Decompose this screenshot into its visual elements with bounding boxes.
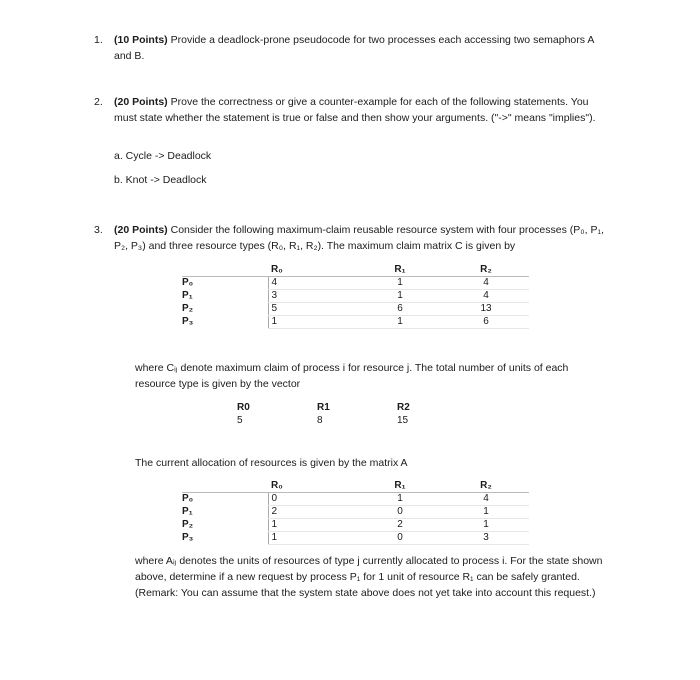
row-label: P₀ bbox=[182, 493, 194, 505]
cell: 1 bbox=[268, 316, 357, 329]
allocation-matrix-row bbox=[182, 532, 529, 545]
cell: 1 bbox=[357, 316, 443, 329]
allocation-matrix-row bbox=[182, 493, 529, 506]
row-label: P₁ bbox=[182, 506, 193, 517]
claim-matrix-row bbox=[182, 316, 529, 329]
question-2-item-b: b. Knot -> Deadlock bbox=[114, 174, 207, 186]
question-2-points: (20 Points) bbox=[114, 96, 168, 108]
cell: 0 bbox=[268, 493, 357, 506]
cell: 3 bbox=[443, 532, 529, 545]
claim-matrix-header: R₀ bbox=[268, 264, 357, 277]
claim-matrix-row bbox=[182, 303, 529, 316]
row-label: P₂ bbox=[182, 303, 194, 314]
question-1-number: 1. bbox=[94, 34, 103, 46]
question-3-text: Consider the following maximum-claim reusable resource system with four processes (P₀, P₁, P₂, P₃) and three resource types (R₀, R₁, R₂). The maximum claim matrix C is given by bbox=[114, 224, 604, 252]
cell: 13 bbox=[443, 303, 529, 316]
cell: 1 bbox=[357, 493, 443, 506]
cell: 4 bbox=[443, 277, 529, 290]
vector-value: 5 bbox=[237, 415, 243, 426]
question-2-item-a: a. Cycle -> Deadlock bbox=[114, 150, 212, 162]
cell: 3 bbox=[268, 290, 357, 303]
claim-matrix-header: R₁ bbox=[357, 264, 443, 277]
cell: 2 bbox=[268, 506, 357, 519]
cell: 1 bbox=[443, 519, 529, 532]
row-label: P₃ bbox=[182, 316, 194, 327]
question-2-text: Prove the correctness or give a counter-example for each of the following statements. You must state whether the statement is true or false and then show your arguments. ("->" means "implies"). bbox=[114, 96, 596, 124]
allocation-intro: The current allocation of resources is given by the matrix A bbox=[135, 457, 408, 469]
claim-matrix bbox=[182, 264, 529, 329]
cell: 6 bbox=[357, 303, 443, 316]
vector-value: 15 bbox=[397, 415, 409, 426]
vector-header: R2 bbox=[397, 402, 410, 413]
cell: 4 bbox=[443, 493, 529, 506]
row-label: P₃ bbox=[182, 532, 194, 543]
cell: 0 bbox=[357, 532, 443, 545]
allocation-matrix-row bbox=[182, 506, 529, 519]
question-3-number: 3. bbox=[94, 224, 103, 236]
allocation-matrix-header: R₀ bbox=[268, 480, 357, 493]
vector-value: 8 bbox=[317, 415, 323, 426]
cell: 4 bbox=[443, 290, 529, 303]
vector-header: R0 bbox=[237, 402, 250, 413]
vector-header: R1 bbox=[317, 402, 330, 413]
allocation-matrix bbox=[182, 480, 529, 545]
question-2 bbox=[94, 94, 609, 126]
allocation-matrix-header: R₁ bbox=[357, 480, 443, 493]
question-1 bbox=[94, 32, 609, 64]
cell: 1 bbox=[268, 519, 357, 532]
question-3 bbox=[94, 222, 609, 254]
claim-matrix-header: R₂ bbox=[443, 264, 529, 277]
cell: 0 bbox=[357, 506, 443, 519]
claim-matrix-row bbox=[182, 290, 529, 303]
question-3-points: (20 Points) bbox=[114, 224, 168, 236]
resource-vector bbox=[237, 401, 457, 427]
cell: 6 bbox=[443, 316, 529, 329]
allocation-matrix-row bbox=[182, 519, 529, 532]
cell: 5 bbox=[268, 303, 357, 316]
cell: 1 bbox=[357, 277, 443, 290]
where-a-text: where Aᵢⱼ denotes the units of resources of type j currently allocated to process i. For the state shown above, determine if a new request by process P₁ for 1 unit of resource R₁ can be safely granted. (Remark: You can assume that the system state above does not yet take into account this request.) bbox=[135, 555, 603, 599]
claim-matrix-row bbox=[182, 277, 529, 290]
row-label: P₂ bbox=[182, 519, 194, 530]
question-1-text: Provide a deadlock-prone pseudocode for two processes each accessing two semaphors A and B. bbox=[114, 34, 594, 62]
allocation-matrix-header: R₂ bbox=[443, 480, 529, 493]
cell: 1 bbox=[268, 532, 357, 545]
row-label: P₁ bbox=[182, 290, 193, 301]
where-c-text: where Cᵢⱼ denote maximum claim of process i for resource j. The total number of units of each resource type is given by the vector bbox=[135, 362, 569, 390]
cell: 4 bbox=[268, 277, 357, 290]
cell: 1 bbox=[443, 506, 529, 519]
question-1-points: (10 Points) bbox=[114, 34, 168, 46]
cell: 1 bbox=[357, 290, 443, 303]
question-2-number: 2. bbox=[94, 96, 103, 108]
cell: 2 bbox=[357, 519, 443, 532]
row-label: P₀ bbox=[182, 277, 194, 289]
